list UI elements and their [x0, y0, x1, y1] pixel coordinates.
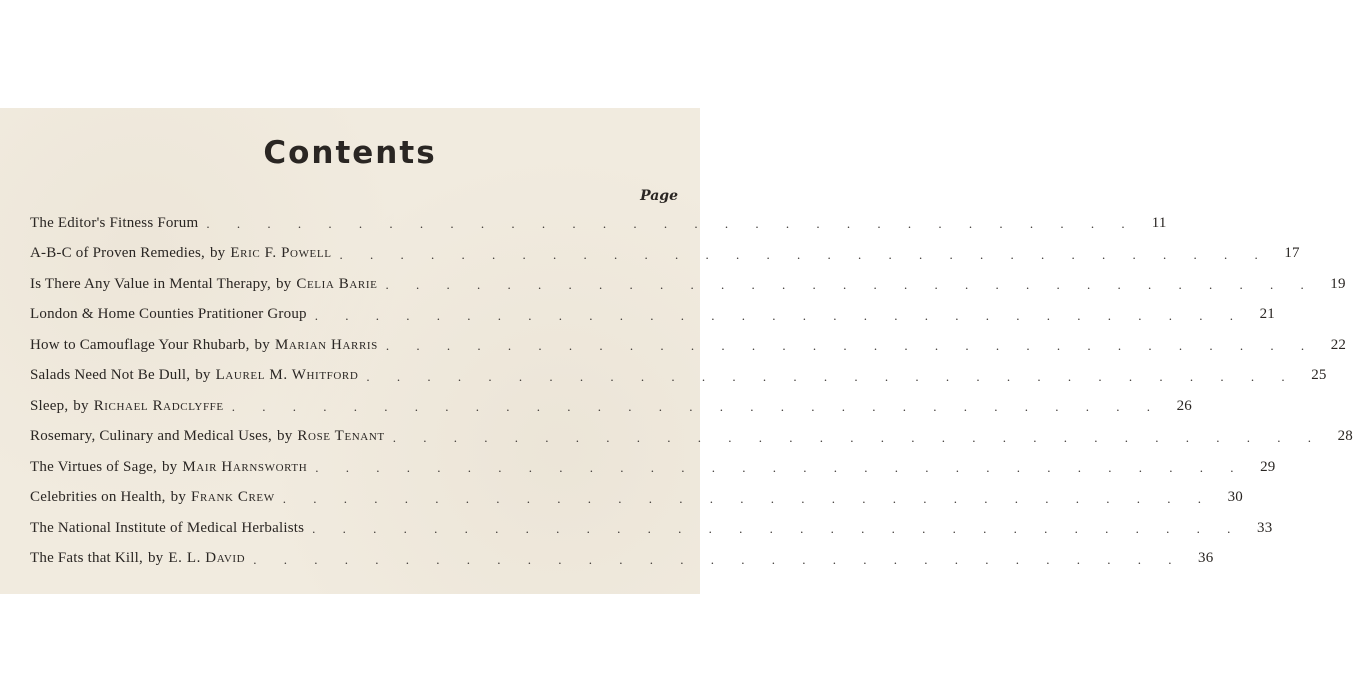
entry-author: Marian Harris	[274, 336, 378, 353]
entry-by: by	[254, 336, 270, 353]
dot-leader: . . . . . . . . . . . . . . . . . . . . . . . . . . . . . . .	[314, 307, 1245, 323]
entry-author: Frank Crew	[191, 489, 275, 506]
entry-title-text: London & Home Counties Pratitioner Group	[30, 306, 307, 323]
entry-page-number: 22	[1330, 336, 1347, 353]
entry-page-number: 36	[1198, 550, 1214, 567]
entry-title	[30, 550, 253, 567]
dot-leader: . . . . . . . . . . . . . . . . . . . . . . . . . . . . . . .	[339, 246, 1270, 262]
entry-by: by	[73, 397, 89, 414]
entry-page-number: 28	[1337, 428, 1353, 445]
contents-entry	[30, 544, 1214, 575]
dot-leader: . . . . . . . . . . . . . . . . . . . . . . . . . . . . . . .	[392, 429, 1323, 445]
entry-title-text: The National Institute of Medical Herbalists	[30, 519, 305, 536]
page-column-heading: Page	[640, 188, 678, 204]
entry-by: by	[209, 245, 226, 262]
contents-entry	[30, 300, 1275, 331]
entry-title-text: A-B-C of Proven Remedies,	[30, 245, 205, 262]
contents-entry	[30, 361, 1327, 392]
entry-title	[30, 428, 393, 445]
entry-title	[30, 520, 312, 537]
entry-title	[30, 276, 385, 293]
entry-page-number: 30	[1227, 489, 1243, 506]
contents-entry	[30, 330, 1347, 361]
entry-page-number: 11	[1151, 214, 1167, 231]
contents-list	[30, 208, 1353, 574]
entry-title	[30, 367, 366, 384]
entry-by: by	[277, 428, 293, 445]
entry-page-number: 25	[1311, 367, 1327, 384]
entry-title-text: Sleep,	[30, 397, 69, 414]
entry-author: Celia Barie	[296, 275, 378, 292]
entry-page-number: 33	[1257, 519, 1273, 536]
entry-page-number: 29	[1260, 458, 1276, 475]
page-title: Contents	[263, 135, 437, 171]
contents-entry	[30, 269, 1346, 300]
contents-entry	[30, 239, 1300, 270]
dot-leader: . . . . . . . . . . . . . . . . . . . . . . . . . . . . . . .	[366, 368, 1297, 384]
contents-entry	[30, 422, 1353, 453]
contents-entry	[30, 452, 1276, 483]
entry-author: Rose Tenant	[297, 428, 385, 445]
entry-title-text: Is There Any Value in Mental Therapy,	[30, 275, 271, 292]
entry-by: by	[195, 367, 211, 384]
entry-title-text: How to Camouflage Your Rhubarb,	[30, 336, 250, 353]
entry-author: Mair Harnsworth	[182, 458, 308, 475]
entry-title-text: Celebrities on Health,	[30, 489, 166, 506]
entry-title-text: The Virtues of Sage,	[30, 458, 157, 475]
entry-title	[30, 489, 283, 506]
entry-title	[30, 306, 315, 323]
entry-by: by	[161, 458, 178, 475]
contents-entry	[30, 483, 1243, 514]
entry-page-number: 19	[1330, 275, 1346, 292]
entry-page-number: 17	[1284, 245, 1300, 262]
dot-leader: . . . . . . . . . . . . . . . . . . . . . . . . . . . . . . .	[231, 399, 1162, 415]
dot-leader: . . . . . . . . . . . . . . . . . . . . . . . . . . . . . . .	[253, 551, 1184, 567]
entry-title-text: The Editor's Fitness Forum	[30, 214, 199, 231]
entry-title	[30, 459, 315, 476]
entry-title	[30, 245, 340, 262]
contents-entry	[30, 391, 1192, 422]
entry-author: Eric F. Powell	[230, 245, 332, 262]
entry-title-text: Rosemary, Culinary and Medical Uses,	[30, 428, 273, 445]
dot-leader: . . . . . . . . . . . . . . . . . . . . . . . . . . . . . . .	[206, 216, 1137, 232]
entry-page-number: 26	[1176, 397, 1192, 414]
entry-by: by	[147, 550, 164, 567]
entry-author: Richael Radclyffe	[93, 397, 224, 414]
dot-leader: . . . . . . . . . . . . . . . . . . . . . . . . . . . . . . .	[282, 490, 1213, 506]
contents-entry	[30, 208, 1167, 239]
entry-author: E. L. David	[168, 550, 246, 567]
contents-entry	[30, 513, 1273, 544]
entry-by: by	[170, 489, 187, 506]
dot-leader: . . . . . . . . . . . . . . . . . . . . . . . . . . . . . . .	[312, 521, 1243, 537]
dot-leader: . . . . . . . . . . . . . . . . . . . . . . . . . . . . . . .	[315, 460, 1246, 476]
entry-title	[30, 215, 206, 232]
dot-leader: . . . . . . . . . . . . . . . . . . . . . . . . . . . . . . .	[385, 277, 1316, 293]
entry-by: by	[275, 275, 292, 292]
dot-leader: . . . . . . . . . . . . . . . . . . . . . . . . . . . . . . .	[385, 338, 1317, 354]
entry-page-number: 21	[1259, 306, 1275, 323]
entry-author: Laurel M. Whitford	[215, 367, 359, 384]
entry-title-text: Salads Need Not Be Dull,	[30, 367, 191, 384]
entry-title	[30, 337, 386, 354]
entry-title-text: The Fats that Kill,	[30, 550, 143, 567]
contents-page	[0, 108, 1353, 594]
entry-title	[30, 398, 232, 415]
